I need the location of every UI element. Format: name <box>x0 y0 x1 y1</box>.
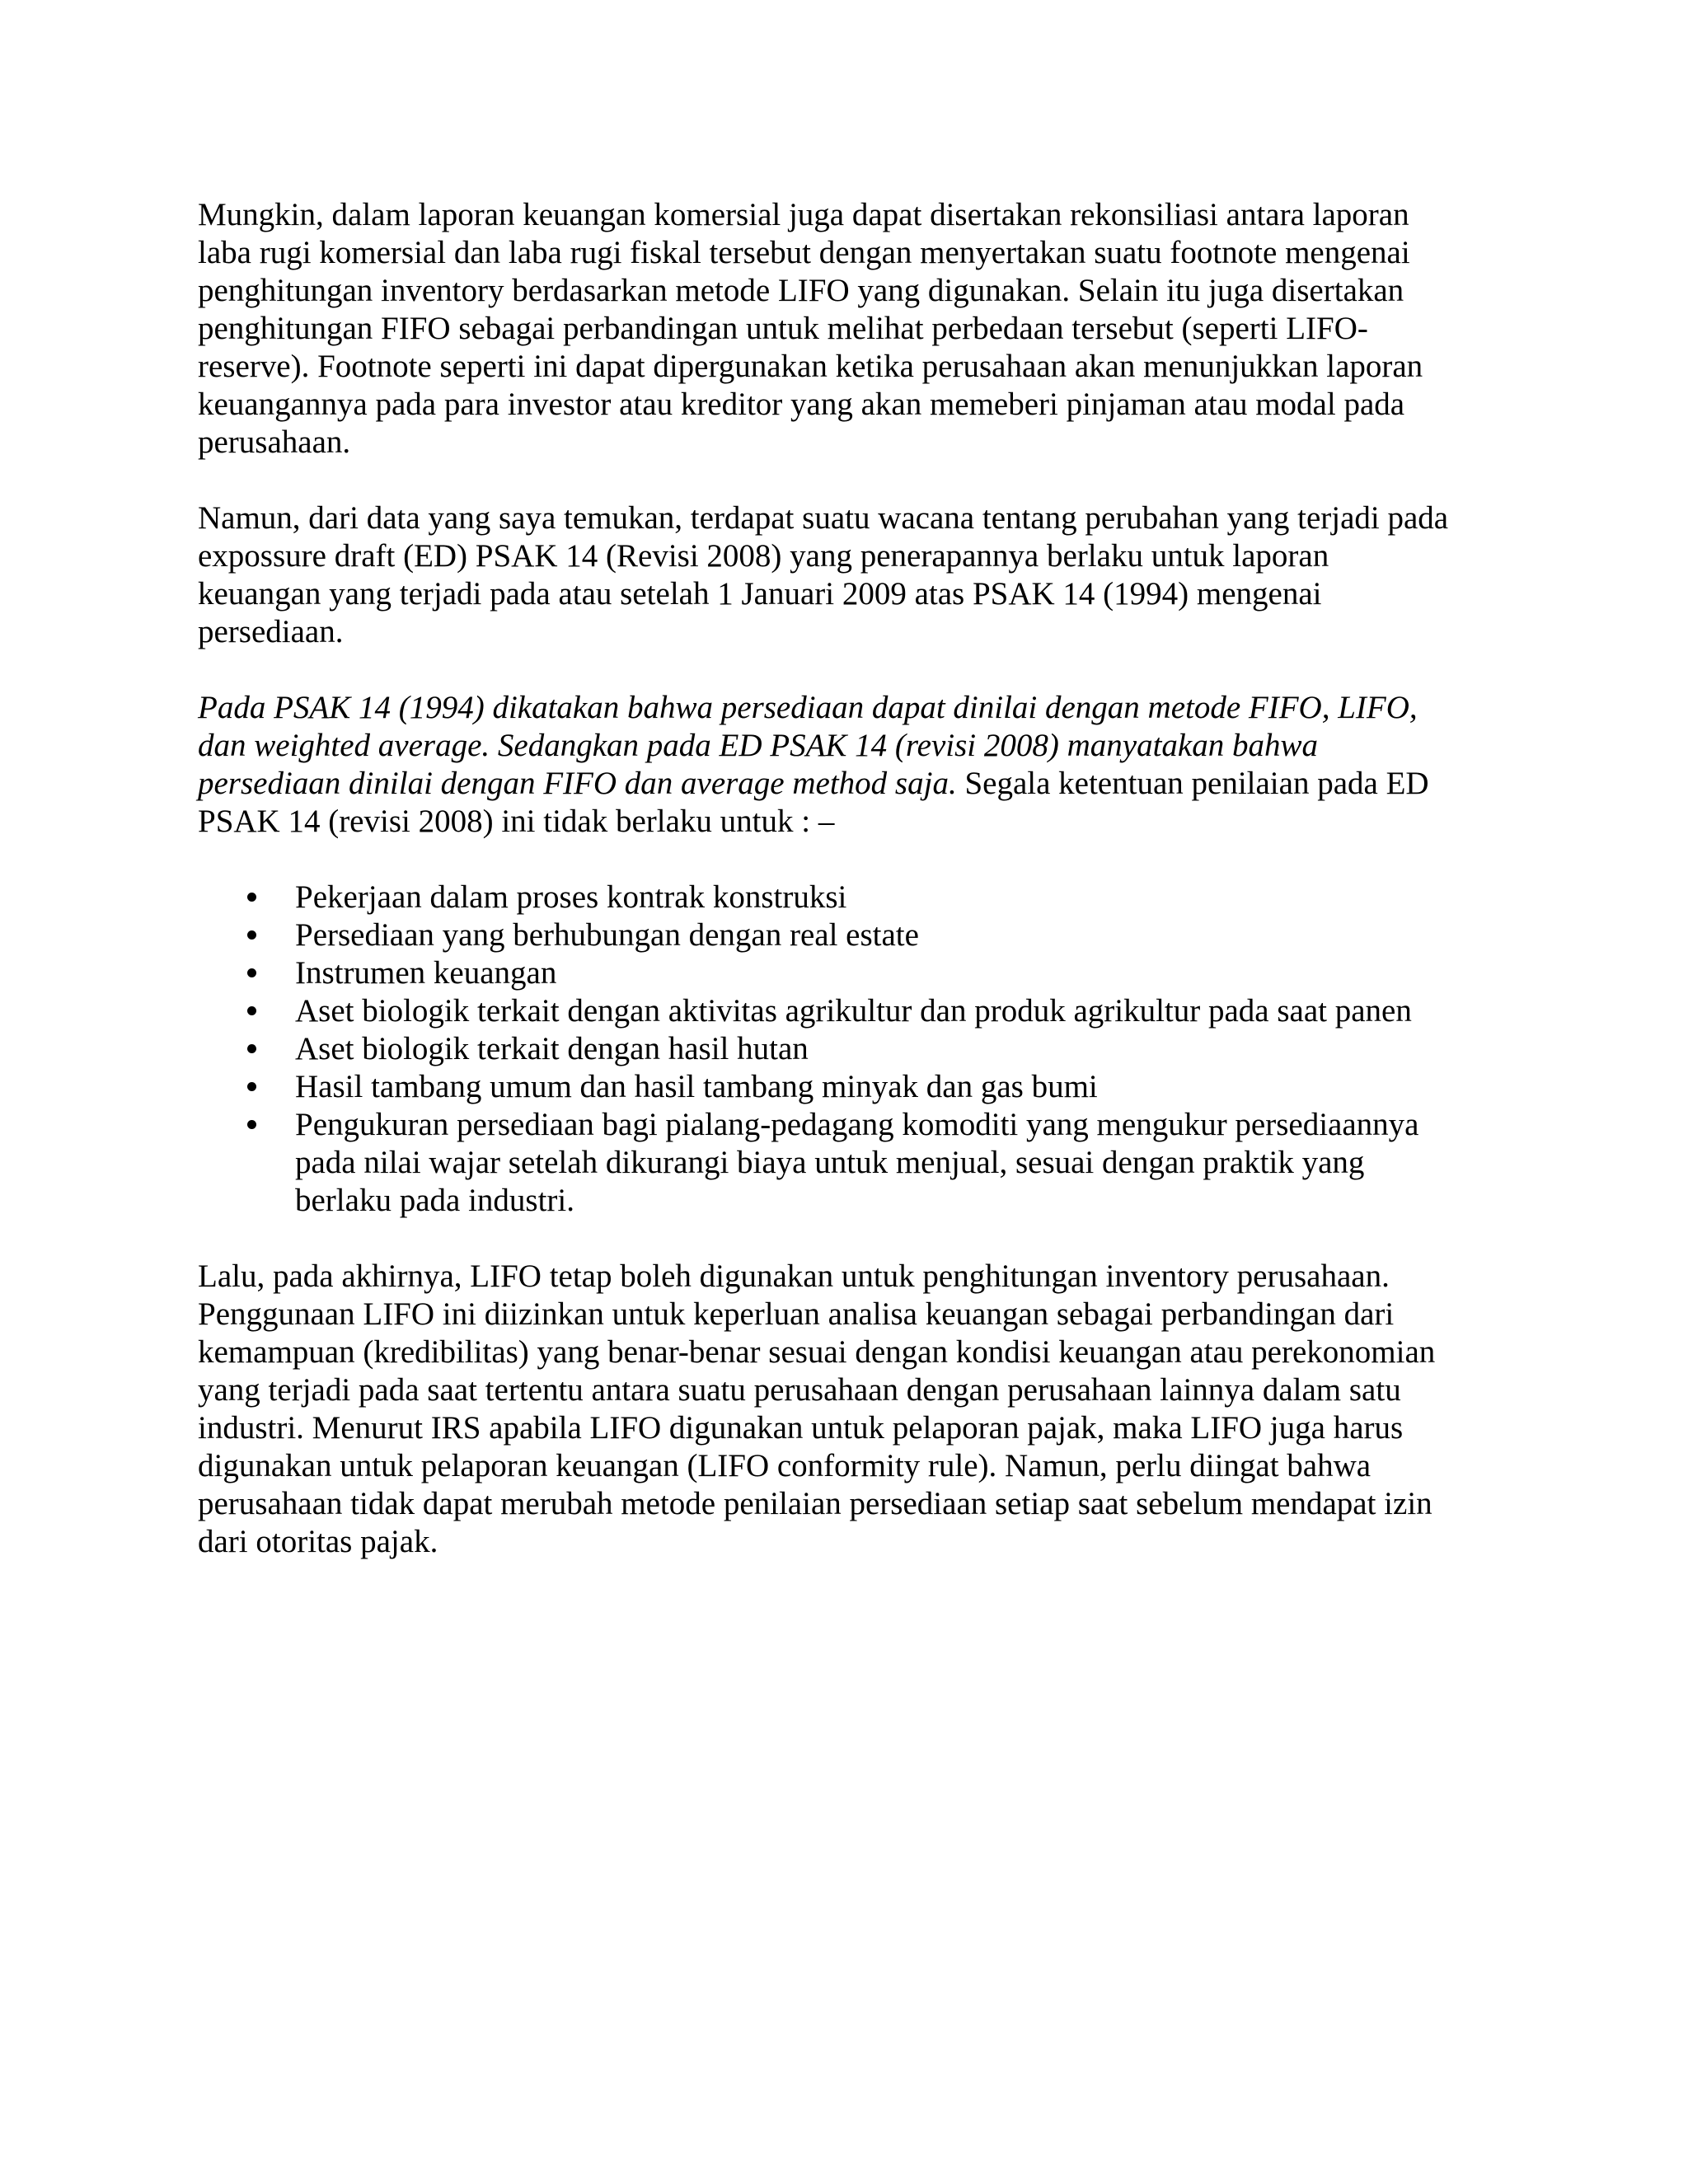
paragraph-lifo-conclusion: Lalu, pada akhirnya, LIFO tetap boleh digunakan untuk penghitungan inventory perusahaan. Penggunaan LIFO ini diizinkan untuk keperluan analisa keuangan sebagai perbandingan dari kemampuan (kredibilitas) yang benar-benar sesuai dengan kondisi keuangan atau perekonomian yang terjadi pada saat tertentu antara suatu perusahaan dengan perusahaan lainnya dalam satu industri. Menurut IRS apabila LIFO digunakan untuk pelaporan pajak, maka LIFO juga harus digunakan untuk pelaporan keuangan (LIFO conformity rule). Namun, perlu diingat bahwa perusahaan tidak dapat merubah metode penilaian persediaan setiap saat sebelum mendapat izin dari otoritas pajak. <box>198 1258 1436 1559</box>
bullet-icon <box>247 968 256 977</box>
exclusion-list <box>198 879 1508 1220</box>
psak-comparison-normal-text: Segala ketentuan penilaian pada ED PSAK 14 (revisi 2008) ini tidak berlaku untuk : – <box>198 766 1429 839</box>
bullet-icon <box>247 930 256 940</box>
paragraph-lifo-footnote: Mungkin, dalam laporan keuangan komersial juga dapat disertakan rekonsiliasi antara laporan laba rugi komersial dan laba rugi fiskal tersebut dengan menyertakan suatu footnote mengenai penghitungan inventory berdasarkan metode LIFO yang digunakan. Selain itu juga disertakan penghitungan FIFO sebagai perbandingan untuk melihat perbedaan tersebut (seperti LIFO- reserve). Footnote seperti ini dapat dipergunakan ketika perusahaan akan menunjukkan laporan keuangannya pada para investor atau kreditor yang akan memeberi pinjaman atau modal pada perusahaan. <box>198 197 1423 460</box>
list-item <box>198 954 1508 992</box>
list-item-text: Pekerjaan dalam proses kontrak konstruksi <box>295 879 847 915</box>
list-item <box>198 1106 1508 1220</box>
paragraph-exposure-draft: Namun, dari data yang saya temukan, terdapat suatu wacana tentang perubahan yang terjadi pada expossure draft (ED) PSAK 14 (Revisi 2008) yang penerapannya berlaku untuk laporan keuangan yang terjadi pada atau setelah 1 Januari 2009 atas PSAK 14 (1994) mengenai persediaan. <box>198 500 1449 649</box>
list-item <box>198 879 1508 916</box>
list-item <box>198 916 1508 954</box>
document-page <box>198 196 1508 1599</box>
bullet-icon <box>247 1120 256 1129</box>
list-item <box>198 1068 1508 1106</box>
list-item-text: Hasil tambang umum dan hasil tambang minyak dan gas bumi <box>295 1069 1098 1104</box>
psak-comparison-italic-text: Pada PSAK 14 (1994) dikatakan bahwa persediaan dapat dinilai dengan metode FIFO, LIFO, dan weighted average. Sedangkan pada ED PSAK 14 (revisi 2008) manyatakan bahwa persediaan dinilai dengan FIFO dan average method saja. <box>198 690 1418 801</box>
bullet-icon <box>247 893 256 902</box>
list-item-text: Instrumen keuangan <box>295 955 557 991</box>
list-item-text: Aset biologik terkait dengan aktivitas agrikultur dan produk agrikultur pada saat panen <box>295 993 1412 1029</box>
list-item-text: Persediaan yang berhubungan dengan real estate <box>295 917 919 953</box>
list-item <box>198 992 1508 1030</box>
list-item <box>198 1030 1508 1068</box>
bullet-icon <box>247 1006 256 1015</box>
bullet-icon <box>247 1082 256 1091</box>
list-item-text: Aset biologik terkait dengan hasil hutan <box>295 1031 809 1066</box>
paragraph-psak-comparison <box>198 689 1508 841</box>
list-item-text: Pengukuran persediaan bagi pialang-pedagang komoditi yang mengukur persediaannya pada nilai wajar setelah dikurangi biaya untuk menjual, sesuai dengan praktik yang berlaku pada industri. <box>295 1107 1419 1218</box>
bullet-icon <box>247 1044 256 1053</box>
